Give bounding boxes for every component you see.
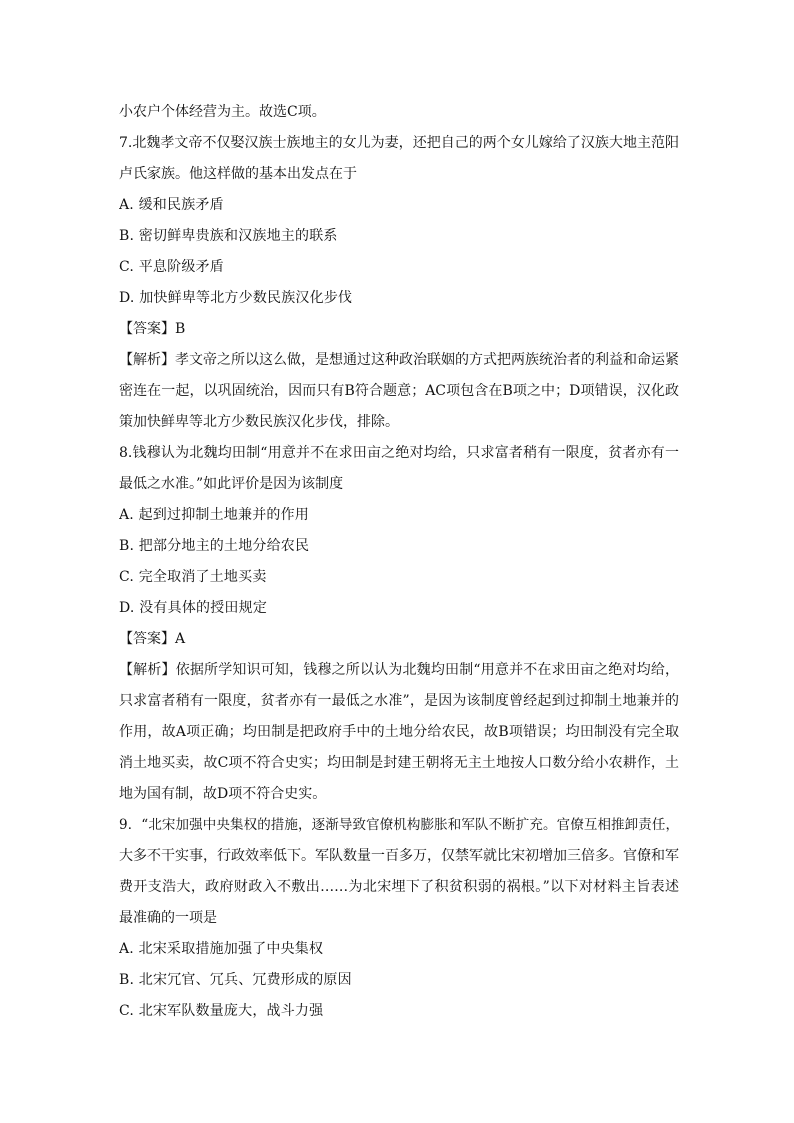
question-8-analysis-cont: 作用，故A项正确；均田制是把政府手中的土地分给农民，故B项错误；均田制没有完全取 [119, 724, 679, 740]
question-9-stem: 9．“北宋加强中央集权的措施，逐渐导致官僚机构膨胀和军队不断扩充。官僚互相推卸责任， [119, 817, 679, 833]
question-7-stem: 7.北魏孝文帝不仅娶汉族士族地主的女儿为妻，还把自己的两个女儿嫁给了汉族大地主范阳 [119, 135, 679, 151]
question-8-stem: 8.钱穆认为北魏均田制“用意并不在求田亩之绝对均给，只求富者稍有一限度，贫者亦有一 [119, 445, 679, 461]
question-8-analysis: 【解析】依据所学知识可知，钱穆之所以认为北魏均田制“用意并不在求田亩之绝对均给， [119, 662, 679, 678]
question-8-option-a: A. 起到过抑制土地兼并的作用 [119, 507, 310, 523]
question-7-option-c: C. 平息阶级矛盾 [119, 259, 224, 275]
question-8-analysis-cont: 只求富者稍有一限度，贫者亦有一最低之水准”，是因为该制度曾经起到过抑制土地兼并的 [119, 693, 679, 709]
question-8-option-d: D. 没有具体的授田规定 [119, 600, 268, 616]
question-9-stem-end: 最准确的一项是 [119, 910, 217, 926]
question-9-stem-cont: 费开支浩大，政府财政入不敷出……为北宋埋下了积贫积弱的祸根。”以下对材料主旨表述 [119, 879, 679, 895]
question-7-stem-cont: 卢氏家族。他这样做的基本出发点在于 [119, 166, 357, 182]
question-8-analysis-cont: 消土地买卖，故C项不符合史实；均田制是封建王朝将无主土地按人口数分给小农耕作，土 [119, 755, 679, 771]
question-9-option-a: A. 北宋采取措施加强了中央集权 [119, 941, 324, 957]
question-7-answer: 【答案】B [119, 321, 186, 337]
question-9-option-c: C. 北宋军队数量庞大，战斗力强 [119, 1003, 324, 1019]
text-line: 小农户个体经营为主。故选C项。 [119, 104, 326, 120]
question-7-analysis-end: 策加快鲜卑等北方少数民族汉化步伐，排除。 [119, 414, 399, 430]
question-8-option-b: B. 把部分地主的土地分给农民 [119, 538, 310, 554]
question-8-analysis-end: 地为国有制，故D项不符合史实。 [119, 786, 327, 802]
question-9-stem-cont: 大多不干实事，行政效率低下。军队数量一百多万，仅禁军就比宋初增加三倍多。官僚和军 [119, 848, 679, 864]
document-body [119, 97, 679, 1027]
question-7-analysis: 【解析】孝文帝之所以这么做，是想通过这种政治联姻的方式把两族统治者的利益和命运紧 [119, 352, 679, 368]
question-9-option-b: B. 北宋冗官、冗兵、冗费形成的原因 [119, 972, 352, 988]
question-7-option-d: D. 加快鲜卑等北方少数民族汉化步伐 [119, 290, 353, 306]
question-7-option-a: A. 缓和民族矛盾 [119, 197, 224, 213]
question-7-analysis-cont: 密连在一起，以巩固统治，因而只有B符合题意；AC项包含在B项之中；D项错误，汉化政 [119, 383, 679, 399]
question-8-stem-cont: 最低之水准。”如此评价是因为该制度 [119, 476, 344, 492]
question-8-option-c: C. 完全取消了土地买卖 [119, 569, 267, 585]
question-8-answer: 【答案】A [119, 631, 186, 647]
question-7-option-b: B. 密切鲜卑贵族和汉族地主的联系 [119, 228, 338, 244]
